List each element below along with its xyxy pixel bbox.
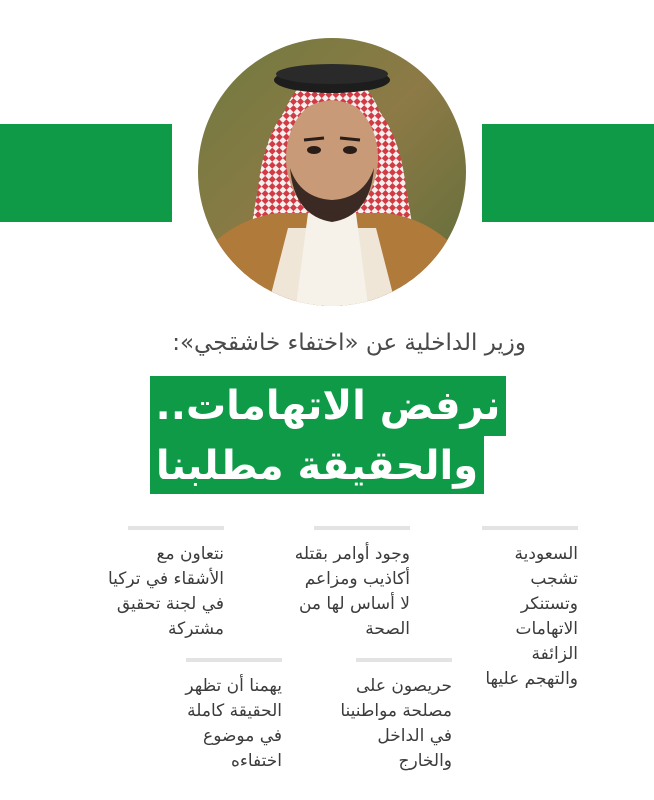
point-text: يهمنا أن تظهر الحقيقة كاملة في موضوع اختفاءه xyxy=(185,676,282,771)
point-item xyxy=(278,526,410,642)
point-item xyxy=(340,658,452,774)
point-item xyxy=(80,526,224,642)
point-text: حريصون على مصلحة مواطنينا في الداخل والخارج xyxy=(340,676,452,771)
green-band-left xyxy=(0,124,172,222)
point-item xyxy=(170,658,282,774)
point-divider xyxy=(128,526,224,530)
portrait-illustration xyxy=(198,38,466,306)
headline-line-1: نرفض الاتهامات.. xyxy=(150,376,506,436)
point-divider xyxy=(314,526,410,530)
minister-portrait xyxy=(198,38,466,306)
point-text: السعودية تشجب وتستنكر الاتهامات الزائفة والتهجم عليها xyxy=(485,544,578,689)
point-divider xyxy=(186,658,282,662)
point-item xyxy=(470,526,578,692)
point-divider xyxy=(356,658,452,662)
point-divider xyxy=(482,526,578,530)
green-band-right xyxy=(482,124,654,222)
point-text: وجود أوامر بقتله أكاذيب ومزاعم لا أساس لها من الصحة xyxy=(294,544,410,639)
headline-line-2: والحقيقة مطلبنا xyxy=(150,436,484,494)
subtitle: وزير الداخلية عن «اختفاء خاشقجي»: xyxy=(172,330,526,356)
point-text: نتعاون مع الأشقاء في تركيا في لجنة تحقيق مشتركة xyxy=(107,544,224,639)
